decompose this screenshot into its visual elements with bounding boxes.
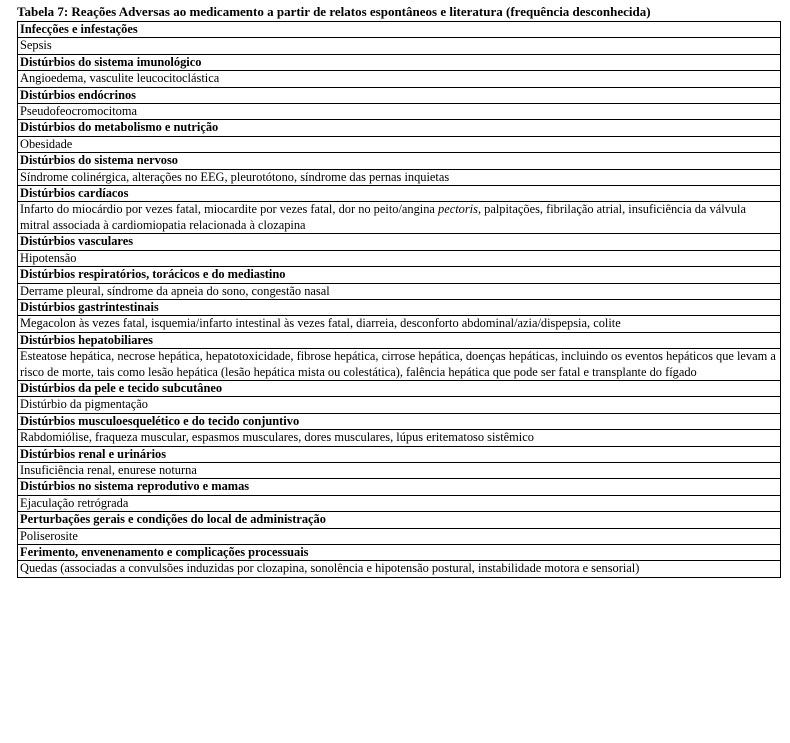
- table-row-header: [18, 234, 781, 250]
- table-row: [18, 495, 781, 511]
- section-header-infections: Infecções e infestações: [18, 22, 781, 38]
- section-content-endocrine: Pseudofeocromocitoma: [18, 104, 781, 120]
- table-row-header: [18, 446, 781, 462]
- section-header-hepatobiliary: Distúrbios hepatobiliares: [18, 332, 781, 348]
- table-row-header: [18, 380, 781, 396]
- section-header-immune: Distúrbios do sistema imunológico: [18, 54, 781, 70]
- table-row-header: [18, 54, 781, 70]
- section-content-gastrointestinal: Megacolon às vezes fatal, isquemia/infarto intestinal às vezes fatal, diarreia, desconforto abdominal/azia/dispepsia, colite: [18, 316, 781, 332]
- section-header-nervous: Distúrbios do sistema nervoso: [18, 153, 781, 169]
- section-content-vascular: Hipotensão: [18, 250, 781, 266]
- section-header-respiratory: Distúrbios respiratórios, torácicos e do mediastino: [18, 267, 781, 283]
- table-row-header: [18, 153, 781, 169]
- section-content-hepatobiliary: Esteatose hepática, necrose hepática, hepatotoxicidade, fibrose hepática, cirrose hepática, doenças hepáticas, incluindo os eventos hepáticos que levam a risco de morte, tais como lesão hepática (lesão hepática mista ou colestática), falência hepática que pode ser fatal e transplante do fígado: [18, 349, 781, 381]
- table-row-header: [18, 120, 781, 136]
- cardiac-text-italic: pectoris,: [438, 202, 482, 217]
- section-content-cardiac: [18, 202, 781, 234]
- table-row-header: [18, 479, 781, 495]
- section-header-cardiac: Distúrbios cardíacos: [18, 186, 781, 202]
- section-header-gastrointestinal: Distúrbios gastrintestinais: [18, 299, 781, 315]
- table-row: [18, 397, 781, 413]
- table-row: [18, 250, 781, 266]
- table-row-header: [18, 332, 781, 348]
- section-content-immune: Angioedema, vasculite leucocitoclástica: [18, 71, 781, 87]
- table-row: [18, 561, 781, 577]
- section-content-skin: Distúrbio da pigmentação: [18, 397, 781, 413]
- section-content-renal: Insuficiência renal, enurese noturna: [18, 462, 781, 478]
- section-header-musculoskeletal: Distúrbios musculoesquelético e do tecido conjuntivo: [18, 413, 781, 429]
- cardiac-text-part-2: palpitações, fibrilação atrial, insuficiência da válvula mitral associada à cardiomiopatia relacionada à clozapina: [20, 202, 746, 232]
- section-header-reproductive: Distúrbios no sistema reprodutivo e mamas: [18, 479, 781, 495]
- table-row: [18, 349, 781, 381]
- adverse-reactions-table: [17, 21, 781, 578]
- table-row: [18, 528, 781, 544]
- section-content-musculoskeletal: Rabdomiólise, fraqueza muscular, espasmos musculares, dores musculares, lúpus eritematoso sistêmico: [18, 430, 781, 446]
- section-header-endocrine: Distúrbios endócrinos: [18, 87, 781, 103]
- table-row-header: [18, 512, 781, 528]
- table-row: [18, 71, 781, 87]
- table-row-header: [18, 267, 781, 283]
- table-row-header: [18, 87, 781, 103]
- table-row-header: [18, 545, 781, 561]
- table-row-header: [18, 22, 781, 38]
- section-header-vascular: Distúrbios vasculares: [18, 234, 781, 250]
- section-content-reproductive: Ejaculação retrógrada: [18, 495, 781, 511]
- table-row: [18, 316, 781, 332]
- section-header-renal: Distúrbios renal e urinários: [18, 446, 781, 462]
- table-row: [18, 104, 781, 120]
- table-row-header: [18, 186, 781, 202]
- table-row-header: [18, 413, 781, 429]
- table-row: [18, 202, 781, 234]
- cardiac-text-part-1: Infarto do miocárdio por vezes fatal, miocardite por vezes fatal, dor no peito/angina: [20, 202, 439, 217]
- section-content-metabolism: Obesidade: [18, 136, 781, 152]
- section-content-respiratory: Derrame pleural, síndrome da apneia do sono, congestão nasal: [18, 283, 781, 299]
- section-header-metabolism: Distúrbios do metabolismo e nutrição: [18, 120, 781, 136]
- table-row: [18, 136, 781, 152]
- table-row: [18, 169, 781, 185]
- section-header-injury: Ferimento, envenenamento e complicações processuais: [18, 545, 781, 561]
- section-content-infections: Sepsis: [18, 38, 781, 54]
- section-content-nervous: Síndrome colinérgica, alterações no EEG, pleurotótono, síndrome das pernas inquietas: [18, 169, 781, 185]
- section-header-general: Perturbações gerais e condições do local de administração: [18, 512, 781, 528]
- table-row: [18, 462, 781, 478]
- table-row: [18, 38, 781, 54]
- section-content-injury: Quedas (associadas a convulsões induzidas por clozapina, sonolência e hipotensão postural, instabilidade motora e sensorial): [18, 561, 781, 577]
- section-header-skin: Distúrbios da pele e tecido subcutâneo: [18, 380, 781, 396]
- table-row: [18, 283, 781, 299]
- section-content-general: Poliserosite: [18, 528, 781, 544]
- table-row: [18, 430, 781, 446]
- table-row-header: [18, 299, 781, 315]
- table-caption: Tabela 7: Reações Adversas ao medicamento a partir de relatos espontâneos e literatura (frequência desconhecida): [17, 4, 651, 19]
